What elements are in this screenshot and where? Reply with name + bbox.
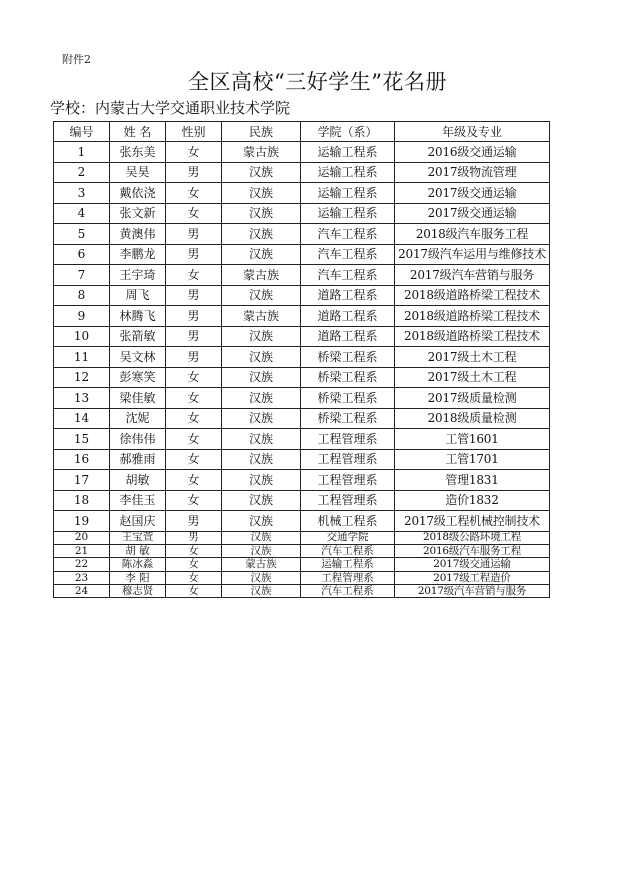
cell-number: 3	[54, 183, 110, 204]
cell-number: 4	[54, 203, 110, 224]
cell-gender: 女	[166, 203, 222, 224]
cell-ethnicity: 汉族	[222, 367, 301, 388]
cell-name: 周飞	[110, 285, 166, 306]
cell-ethnicity: 汉族	[222, 388, 301, 409]
cell-ethnicity: 汉族	[222, 326, 301, 347]
cell-name: 李佳玉	[110, 490, 166, 511]
student-roster-table	[53, 121, 550, 598]
cell-number: 21	[54, 544, 110, 557]
cell-gender: 女	[166, 183, 222, 204]
cell-department: 桥梁工程系	[301, 367, 395, 388]
cell-major: 工管1701	[395, 449, 550, 470]
cell-major: 2018级道路桥梁工程技术	[395, 326, 550, 347]
cell-ethnicity: 蒙古族	[222, 265, 301, 286]
cell-number: 12	[54, 367, 110, 388]
cell-ethnicity: 汉族	[222, 347, 301, 368]
cell-major: 2017级汽车营销与服务	[395, 265, 550, 286]
cell-department: 运输工程系	[301, 203, 395, 224]
cell-name: 郝雅雨	[110, 449, 166, 470]
table-row	[54, 224, 550, 245]
cell-name: 梁佳敏	[110, 388, 166, 409]
cell-major: 2017级交通运输	[395, 558, 550, 571]
cell-department: 运输工程系	[301, 558, 395, 571]
cell-ethnicity: 汉族	[222, 571, 301, 584]
cell-number: 23	[54, 571, 110, 584]
table-row	[54, 367, 550, 388]
cell-major: 2017级交通运输	[395, 183, 550, 204]
table-row	[54, 244, 550, 265]
table-row	[54, 449, 550, 470]
cell-major: 2017级交通运输	[395, 203, 550, 224]
school-line: 学校：内蒙古大学交通职业技术学院	[50, 99, 291, 117]
cell-ethnicity: 汉族	[222, 162, 301, 183]
table-row	[54, 470, 550, 491]
cell-department: 汽车工程系	[301, 244, 395, 265]
cell-name: 吴文林	[110, 347, 166, 368]
cell-number: 15	[54, 429, 110, 450]
cell-department: 工程管理系	[301, 470, 395, 491]
table-row	[54, 203, 550, 224]
cell-gender: 男	[166, 531, 222, 544]
cell-number: 11	[54, 347, 110, 368]
cell-gender: 男	[166, 162, 222, 183]
cell-ethnicity: 汉族	[222, 429, 301, 450]
cell-name: 戴依浇	[110, 183, 166, 204]
cell-name: 彭寒笑	[110, 367, 166, 388]
table-row	[54, 544, 550, 557]
cell-department: 工程管理系	[301, 571, 395, 584]
cell-ethnicity: 汉族	[222, 511, 301, 532]
cell-gender: 女	[166, 265, 222, 286]
cell-number: 10	[54, 326, 110, 347]
header-grade-major: 年级及专业	[395, 122, 550, 142]
table-row	[54, 388, 550, 409]
header-gender: 性别	[166, 122, 222, 142]
cell-number: 2	[54, 162, 110, 183]
cell-number: 14	[54, 408, 110, 429]
cell-major: 2017级汽车营销与服务	[395, 585, 550, 598]
cell-department: 汽车工程系	[301, 585, 395, 598]
cell-department: 机械工程系	[301, 511, 395, 532]
cell-gender: 女	[166, 558, 222, 571]
cell-ethnicity: 汉族	[222, 285, 301, 306]
cell-gender: 男	[166, 306, 222, 327]
cell-department: 桥梁工程系	[301, 388, 395, 409]
table-row	[54, 347, 550, 368]
cell-major: 2016级汽车服务工程	[395, 544, 550, 557]
cell-number: 18	[54, 490, 110, 511]
cell-major: 2017级土木工程	[395, 347, 550, 368]
cell-ethnicity: 汉族	[222, 585, 301, 598]
cell-major: 2018级公路环境工程	[395, 531, 550, 544]
cell-name: 黄澳伟	[110, 224, 166, 245]
cell-major: 2018级道路桥梁工程技术	[395, 285, 550, 306]
header-department: 学院（系）	[301, 122, 395, 142]
cell-department: 工程管理系	[301, 449, 395, 470]
cell-ethnicity: 汉族	[222, 544, 301, 557]
cell-number: 20	[54, 531, 110, 544]
cell-gender: 男	[166, 511, 222, 532]
cell-ethnicity: 汉族	[222, 449, 301, 470]
cell-gender: 女	[166, 408, 222, 429]
cell-department: 运输工程系	[301, 142, 395, 163]
table-row	[54, 558, 550, 571]
table-row	[54, 306, 550, 327]
cell-major: 造价1832	[395, 490, 550, 511]
cell-gender: 女	[166, 449, 222, 470]
table-row	[54, 585, 550, 598]
table-row	[54, 285, 550, 306]
cell-department: 运输工程系	[301, 162, 395, 183]
table-row	[54, 326, 550, 347]
cell-gender: 女	[166, 429, 222, 450]
cell-ethnicity: 汉族	[222, 224, 301, 245]
table-row	[54, 571, 550, 584]
cell-major: 2017级工程机械控制技术	[395, 511, 550, 532]
cell-department: 汽车工程系	[301, 265, 395, 286]
cell-major: 管理1831	[395, 470, 550, 491]
cell-ethnicity: 蒙古族	[222, 142, 301, 163]
cell-number: 16	[54, 449, 110, 470]
cell-department: 汽车工程系	[301, 544, 395, 557]
cell-number: 6	[54, 244, 110, 265]
cell-gender: 女	[166, 571, 222, 584]
table-row	[54, 429, 550, 450]
cell-name: 李 阳	[110, 571, 166, 584]
table-row	[54, 265, 550, 286]
cell-number: 1	[54, 142, 110, 163]
cell-number: 17	[54, 470, 110, 491]
cell-ethnicity: 汉族	[222, 408, 301, 429]
cell-name: 张东美	[110, 142, 166, 163]
cell-number: 8	[54, 285, 110, 306]
cell-major: 2017级汽车运用与维修技术	[395, 244, 550, 265]
cell-gender: 女	[166, 470, 222, 491]
cell-number: 7	[54, 265, 110, 286]
cell-gender: 男	[166, 326, 222, 347]
cell-department: 运输工程系	[301, 183, 395, 204]
header-ethnicity: 民族	[222, 122, 301, 142]
cell-ethnicity: 汉族	[222, 183, 301, 204]
cell-name: 徐伟伟	[110, 429, 166, 450]
cell-department: 交通学院	[301, 531, 395, 544]
cell-department: 桥梁工程系	[301, 347, 395, 368]
table-row	[54, 183, 550, 204]
table-row	[54, 490, 550, 511]
cell-number: 9	[54, 306, 110, 327]
cell-ethnicity: 汉族	[222, 531, 301, 544]
cell-major: 2018级道路桥梁工程技术	[395, 306, 550, 327]
cell-department: 工程管理系	[301, 429, 395, 450]
cell-major: 工管1601	[395, 429, 550, 450]
attachment-label: 附件2	[62, 53, 91, 66]
cell-number: 24	[54, 585, 110, 598]
cell-department: 道路工程系	[301, 306, 395, 327]
table-body	[54, 142, 550, 598]
cell-gender: 女	[166, 544, 222, 557]
cell-gender: 女	[166, 142, 222, 163]
cell-name: 王宇琦	[110, 265, 166, 286]
cell-number: 19	[54, 511, 110, 532]
cell-name: 王宝萱	[110, 531, 166, 544]
cell-name: 张文新	[110, 203, 166, 224]
cell-number: 5	[54, 224, 110, 245]
cell-department: 道路工程系	[301, 326, 395, 347]
cell-major: 2016级交通运输	[395, 142, 550, 163]
cell-name: 张箭敏	[110, 326, 166, 347]
cell-name: 穆志贤	[110, 585, 166, 598]
cell-major: 2017级工程造价	[395, 571, 550, 584]
header-name: 姓 名	[110, 122, 166, 142]
cell-gender: 女	[166, 585, 222, 598]
table-header-row	[54, 122, 550, 142]
cell-gender: 男	[166, 224, 222, 245]
cell-ethnicity: 蒙古族	[222, 558, 301, 571]
cell-department: 桥梁工程系	[301, 408, 395, 429]
header-number: 编号	[54, 122, 110, 142]
cell-number: 22	[54, 558, 110, 571]
cell-major: 2018级质量检测	[395, 408, 550, 429]
cell-name: 胡敏	[110, 470, 166, 491]
cell-gender: 男	[166, 285, 222, 306]
cell-name: 沈妮	[110, 408, 166, 429]
table-row	[54, 142, 550, 163]
cell-gender: 女	[166, 388, 222, 409]
cell-major: 2018级汽车服务工程	[395, 224, 550, 245]
cell-ethnicity: 蒙古族	[222, 306, 301, 327]
cell-gender: 男	[166, 244, 222, 265]
cell-name: 林腾飞	[110, 306, 166, 327]
cell-name: 吴昊	[110, 162, 166, 183]
cell-major: 2017级质量检测	[395, 388, 550, 409]
cell-gender: 男	[166, 347, 222, 368]
cell-ethnicity: 汉族	[222, 244, 301, 265]
table-row	[54, 162, 550, 183]
cell-department: 道路工程系	[301, 285, 395, 306]
cell-major: 2017级土木工程	[395, 367, 550, 388]
cell-name: 赵国庆	[110, 511, 166, 532]
cell-number: 13	[54, 388, 110, 409]
cell-ethnicity: 汉族	[222, 490, 301, 511]
cell-gender: 女	[166, 490, 222, 511]
cell-gender: 女	[166, 367, 222, 388]
cell-department: 汽车工程系	[301, 224, 395, 245]
cell-ethnicity: 汉族	[222, 470, 301, 491]
cell-name: 陈冰淼	[110, 558, 166, 571]
table-row	[54, 511, 550, 532]
cell-name: 李鹏龙	[110, 244, 166, 265]
cell-department: 工程管理系	[301, 490, 395, 511]
table-row	[54, 531, 550, 544]
cell-name: 胡 敏	[110, 544, 166, 557]
table-row	[54, 408, 550, 429]
cell-major: 2017级物流管理	[395, 162, 550, 183]
cell-ethnicity: 汉族	[222, 203, 301, 224]
document-title: 全区高校“三好学生”花名册	[188, 70, 447, 94]
